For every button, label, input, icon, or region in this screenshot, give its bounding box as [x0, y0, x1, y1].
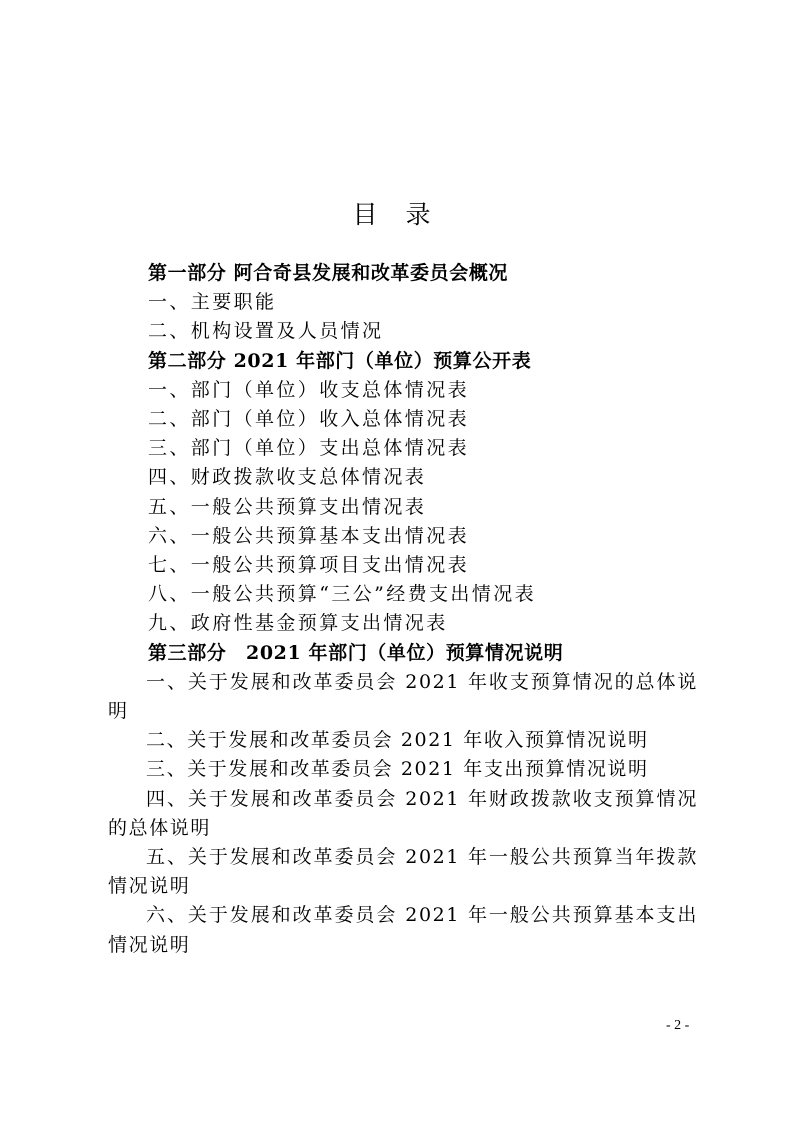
toc-part-3: 第三部分 2021 年部门（单位）预算情况说明	[148, 641, 564, 664]
toc-item: 四、财政拨款收支总体情况表	[148, 466, 427, 489]
toc-item: 一、部门（单位）收支总体情况表	[148, 378, 470, 401]
toc-item: 五、关于发展和改革委员会 2021 年一般公共预算当年拨款情况说明	[108, 846, 698, 898]
toc-item: 一、主要职能	[148, 291, 277, 314]
toc-part-1: 第一部分 阿合奇县发展和改革委员会概况	[148, 262, 509, 284]
toc-item: 二、关于发展和改革委员会 2021 年收入预算情况说明	[146, 729, 649, 752]
page-title: 目 录	[352, 200, 441, 229]
toc-item: 三、部门（单位）支出总体情况表	[148, 437, 470, 460]
toc-item: 四、关于发展和改革委员会 2021 年财政拨款收支预算情况的总体说明	[108, 787, 698, 839]
table-of-contents	[108, 259, 698, 960]
toc-item: 八、一般公共预算“三公”经费支出情况表	[148, 583, 537, 606]
toc-part-2: 第二部分 2021 年部门（单位）预算公开表	[148, 349, 532, 372]
toc-item: 一、关于发展和改革委员会 2021 年收支预算情况的总体说明	[108, 670, 698, 723]
toc-item: 七、一般公共预算项目支出情况表	[148, 554, 470, 577]
page-number: - 2 -	[666, 1018, 690, 1033]
toc-item: 九、政府性基金预算支出情况表	[148, 612, 448, 635]
toc-item: 六、一般公共预算基本支出情况表	[148, 524, 470, 547]
toc-item: 五、一般公共预算支出情况表	[148, 495, 427, 518]
toc-item: 二、机构设置及人员情况	[148, 320, 384, 343]
toc-item: 二、部门（单位）收入总体情况表	[148, 408, 470, 431]
toc-item: 三、关于发展和改革委员会 2021 年支出预算情况说明	[146, 758, 649, 781]
toc-item: 六、关于发展和改革委员会 2021 年一般公共预算基本支出情况说明	[108, 904, 698, 956]
